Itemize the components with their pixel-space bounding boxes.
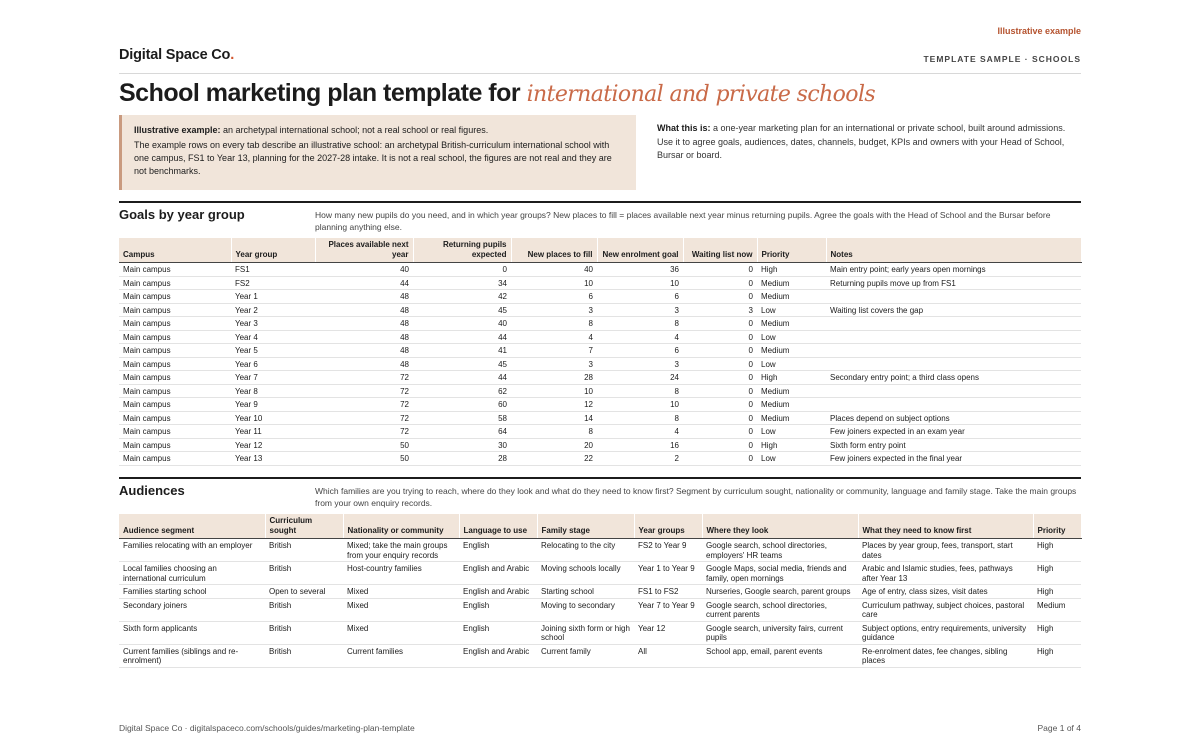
goals-table-row-cell: Main campus [119, 411, 231, 425]
goals-table-row-cell: 16 [597, 438, 683, 452]
goals-table-row-cell [826, 330, 1081, 344]
goals-table-row-cell: 0 [683, 438, 757, 452]
audiences-table-row-cell: Starting school [537, 585, 634, 599]
goals-table-row-cell: Main campus [119, 452, 231, 466]
goals-table-row [119, 411, 1081, 425]
goals-table-row-cell: Year 5 [231, 344, 315, 358]
goals-table-row-cell: 0 [683, 425, 757, 439]
goals-table-row-cell [826, 357, 1081, 371]
goals-table-row-cell: Year 2 [231, 303, 315, 317]
audiences-table-row-cell: Secondary joiners [119, 598, 265, 621]
goals-table-row-cell: 4 [511, 330, 597, 344]
audiences-table-row-cell: Host-country families [343, 562, 459, 585]
goals-table-row-cell: Sixth form entry point [826, 438, 1081, 452]
goals-table-row-cell: 6 [511, 290, 597, 304]
goals-table-row [119, 384, 1081, 398]
callout-body: The example rows on every tab describe an illustrative school: an archetypal British-curriculum international school with one campus, FS1 to Year 13, planning for the 2027-28 intake. It is not a real school, the figures are not real and they are not benchmarks. [134, 140, 612, 176]
audiences-table-row-cell: Mixed; take the main groups from your enquiry records [343, 539, 459, 562]
goals-table-row [119, 303, 1081, 317]
goals-table-row-cell: Year 8 [231, 384, 315, 398]
audiences-table [119, 514, 1082, 668]
goals-table-row-cell: Low [757, 330, 826, 344]
audiences-table-row-cell: High [1033, 644, 1081, 667]
page-number: Page 1 of 4 [1037, 723, 1081, 733]
illustrative-label: Illustrative example [997, 26, 1081, 36]
audiences-table-row-cell: English and Arabic [459, 562, 537, 585]
audiences-table-row-cell: British [265, 562, 343, 585]
goals-table-row-cell: 0 [683, 317, 757, 331]
goals-table-row-cell: 3 [597, 303, 683, 317]
audiences-table-row-cell: British [265, 644, 343, 667]
goals-table-row-cell: 6 [597, 344, 683, 358]
goals-table-row-cell: 40 [315, 263, 413, 277]
goals-table-row-cell: 45 [413, 357, 511, 371]
footer-source: Digital Space Co · digitalspaceco.com/schools/guides/marketing-plan-template [119, 723, 415, 733]
goals-table-row-cell: Medium [757, 317, 826, 331]
goals-col-campus: Campus [119, 238, 231, 263]
goals-table-row-cell: 22 [511, 452, 597, 466]
goals-table-row-cell: 6 [597, 290, 683, 304]
goals-table-row-cell: 10 [597, 398, 683, 412]
goals-table-row-cell: Year 6 [231, 357, 315, 371]
audiences-table-row-cell: English [459, 621, 537, 644]
goals-table-row-cell: 64 [413, 425, 511, 439]
goals-table-row-cell: High [757, 263, 826, 277]
goals-table-row-cell: Main campus [119, 344, 231, 358]
goals-table-row-cell: 72 [315, 425, 413, 439]
aud-col-need-to-know: What they need to know first [858, 514, 1033, 539]
goals-table-row-cell: 0 [413, 263, 511, 277]
intro-text [657, 122, 1081, 163]
goals-table-row-cell: Secondary entry point; a third class opens [826, 371, 1081, 385]
goals-table-row-cell: 0 [683, 357, 757, 371]
goals-table-row-cell: Main campus [119, 276, 231, 290]
audiences-table-row [119, 585, 1081, 599]
audiences-table-row-cell: Current family [537, 644, 634, 667]
goals-table [119, 238, 1082, 466]
goals-table-row-cell: Year 10 [231, 411, 315, 425]
goals-table-row-cell: 28 [413, 452, 511, 466]
audiences-table-row-cell: Families relocating with an employer [119, 539, 265, 562]
aud-col-priority: Priority [1033, 514, 1081, 539]
audiences-table-row-cell: Relocating to the city [537, 539, 634, 562]
audiences-table-row-cell: British [265, 598, 343, 621]
goals-table-row-cell: 0 [683, 371, 757, 385]
goals-table-row-cell: Main campus [119, 330, 231, 344]
goals-table-row-cell: High [757, 371, 826, 385]
audiences-table-row-cell: Joining sixth form or high school [537, 621, 634, 644]
goals-table-row [119, 371, 1081, 385]
goals-table-row [119, 344, 1081, 358]
goals-table-row-cell: Medium [757, 384, 826, 398]
brand-logo[interactable] [119, 47, 234, 63]
goals-table-row-cell: 8 [511, 317, 597, 331]
goals-divider [119, 201, 1081, 203]
audiences-table-row-cell: Age of entry, class sizes, visit dates [858, 585, 1033, 599]
audiences-table-row-cell: FS2 to Year 9 [634, 539, 702, 562]
audiences-table-row-cell: English and Arabic [459, 585, 537, 599]
goals-table-row-cell: 48 [315, 344, 413, 358]
audiences-table-row [119, 562, 1081, 585]
goals-table-row-cell: 0 [683, 330, 757, 344]
audiences-section-title: Audiences [119, 483, 185, 498]
audiences-table-row [119, 644, 1081, 667]
goals-table-row-cell: 72 [315, 371, 413, 385]
goals-col-year-group: Year group [231, 238, 315, 263]
goals-table-row-cell: Main campus [119, 290, 231, 304]
intro-lead: What this is: [657, 123, 711, 133]
goals-table-row-cell: 45 [413, 303, 511, 317]
goals-table-row-cell: 30 [413, 438, 511, 452]
goals-table-row-cell [826, 317, 1081, 331]
goals-table-row-cell: 48 [315, 357, 413, 371]
aud-col-family-stage: Family stage [537, 514, 634, 539]
audiences-table-row-cell: Google search, school directories, employers' HR teams [702, 539, 858, 562]
goals-table-row-cell: Main campus [119, 371, 231, 385]
audiences-section-description: Which families are you trying to reach, where do they look and what do they need to know first? Segment by curriculum sought, nationality or community, language and family stage. Take the main groups from your own enquiry records. [315, 486, 1077, 508]
goals-table-row-cell: High [757, 438, 826, 452]
goals-table-row-cell: Year 9 [231, 398, 315, 412]
audiences-table-row-cell: Subject options, entry requirements, university guidance [858, 621, 1033, 644]
goals-table-row-cell [826, 384, 1081, 398]
goals-table-row-cell: 36 [597, 263, 683, 277]
goals-table-row-cell: Main campus [119, 398, 231, 412]
template-sample-tag: TEMPLATE SAMPLE · SCHOOLS [923, 54, 1081, 64]
goals-table-row-cell: 48 [315, 317, 413, 331]
audiences-table-row-cell: High [1033, 621, 1081, 644]
goals-table-row-cell: Few joiners expected in the final year [826, 452, 1081, 466]
audiences-table-row [119, 621, 1081, 644]
document-page [119, 0, 1081, 750]
goals-table-row-cell: 0 [683, 290, 757, 304]
audiences-table-row-cell: High [1033, 562, 1081, 585]
goals-table-row-cell: 0 [683, 452, 757, 466]
goals-table-row-cell: 42 [413, 290, 511, 304]
goals-table-row-cell: 41 [413, 344, 511, 358]
goals-table-row-cell: Main campus [119, 317, 231, 331]
audiences-table-row-cell: Sixth form applicants [119, 621, 265, 644]
goals-table-row-cell: 3 [511, 303, 597, 317]
goals-table-row-cell: 48 [315, 330, 413, 344]
goals-table-row [119, 438, 1081, 452]
goals-table-row-cell: Medium [757, 290, 826, 304]
goals-table-row-cell: 0 [683, 411, 757, 425]
goals-table-row-cell: Year 13 [231, 452, 315, 466]
goals-table-row-cell: 10 [511, 276, 597, 290]
goals-table-row-cell: FS2 [231, 276, 315, 290]
audiences-table-row [119, 539, 1081, 562]
goals-table-row-cell: 44 [413, 371, 511, 385]
goals-table-row-cell: Main campus [119, 425, 231, 439]
goals-table-row-cell: 40 [511, 263, 597, 277]
audiences-table-row-cell: British [265, 539, 343, 562]
audiences-table-row [119, 598, 1081, 621]
goals-table-row-cell: 10 [511, 384, 597, 398]
goals-table-row-cell: 0 [683, 398, 757, 412]
goals-table-row-cell: 60 [413, 398, 511, 412]
audiences-table-row-cell: Year 7 to Year 9 [634, 598, 702, 621]
callout-lead-rest: an archetypal international school; not a real school or real figures. [220, 125, 489, 135]
audiences-table-row-cell: Re-enrolment dates, fee changes, sibling places [858, 644, 1033, 667]
audiences-table-row-cell: Arabic and Islamic studies, fees, pathways after Year 13 [858, 562, 1033, 585]
goals-header-row [119, 238, 1081, 263]
audiences-table-row-cell: Places by year group, fees, transport, start dates [858, 539, 1033, 562]
goals-table-row-cell: Year 7 [231, 371, 315, 385]
goals-table-row-cell: Low [757, 303, 826, 317]
goals-table-row-cell: 8 [597, 411, 683, 425]
goals-table-row-cell: Returning pupils move up from FS1 [826, 276, 1081, 290]
goals-col-waiting-list: Waiting list now [683, 238, 757, 263]
aud-col-curriculum: Curriculum sought [265, 514, 343, 539]
audiences-divider [119, 477, 1081, 479]
title-main: School marketing plan template for [119, 79, 527, 107]
audiences-table-row-cell: Google search, university fairs, current pupils [702, 621, 858, 644]
audiences-table-row-cell: Google search, school directories, current parents [702, 598, 858, 621]
audiences-table-row-cell: Mixed [343, 621, 459, 644]
aud-col-language: Language to use [459, 514, 537, 539]
goals-col-enrolment-goal: New enrolment goal [597, 238, 683, 263]
page-title [119, 79, 875, 108]
aud-col-segment: Audience segment [119, 514, 265, 539]
goals-table-row-cell: 4 [597, 425, 683, 439]
goals-table-row-cell: 58 [413, 411, 511, 425]
goals-table-row-cell: Year 11 [231, 425, 315, 439]
audiences-table-row-cell: Mixed [343, 585, 459, 599]
audiences-table-row-cell: English [459, 598, 537, 621]
goals-table-row-cell: Year 4 [231, 330, 315, 344]
goals-col-returning-pupils: Returning pupils expected [413, 238, 511, 263]
goals-table-row-cell: Medium [757, 276, 826, 290]
goals-section-title: Goals by year group [119, 207, 245, 222]
audiences-table-row-cell: Google Maps, social media, friends and family, open mornings [702, 562, 858, 585]
audiences-table-row-cell: Moving to secondary [537, 598, 634, 621]
goals-table-row-cell: Main campus [119, 384, 231, 398]
audiences-table-row-cell: Curriculum pathway, subject choices, pastoral care [858, 598, 1033, 621]
goals-section-description: How many new pupils do you need, and in which year groups? New places to fill = places available next year minus returning pupils. Agree the goals with the Head of School and the Bursar before planning anything else. [315, 210, 1051, 232]
goals-table-row-cell: 72 [315, 411, 413, 425]
logo-name: Digital Space Co [119, 47, 231, 63]
goals-table-row [119, 290, 1081, 304]
goals-table-row-cell: 62 [413, 384, 511, 398]
goals-table-row-cell: 48 [315, 303, 413, 317]
audiences-table-row-cell: Current families (siblings and re-enrolment) [119, 644, 265, 667]
goals-table-row-cell: 48 [315, 290, 413, 304]
goals-table-row-cell: 0 [683, 344, 757, 358]
goals-table-row-cell [826, 290, 1081, 304]
aud-col-year-groups: Year groups [634, 514, 702, 539]
callout-lead: Illustrative example: [134, 125, 221, 135]
goals-table-row-cell: 8 [597, 317, 683, 331]
audiences-table-row-cell: All [634, 644, 702, 667]
goals-table-row-cell: 7 [511, 344, 597, 358]
goals-table-row-cell: Low [757, 425, 826, 439]
goals-table-row-cell: 8 [597, 384, 683, 398]
goals-table-row [119, 263, 1081, 277]
intro-body: a one-year marketing plan for an international or private school, built around admissions. Use it to agree goals, audiences, dates, channels, budget, KPIs and owners with your Head of School, Bursar or board. [657, 123, 1066, 160]
goals-col-priority: Priority [757, 238, 826, 263]
goals-table-row-cell: 3 [597, 357, 683, 371]
goals-table-row-cell: 8 [511, 425, 597, 439]
goals-table-row [119, 330, 1081, 344]
audiences-table-row-cell: Families starting school [119, 585, 265, 599]
goals-table-row-cell: 50 [315, 452, 413, 466]
audiences-table-row-cell: Nurseries, Google search, parent groups [702, 585, 858, 599]
goals-table-row-cell: 10 [597, 276, 683, 290]
audiences-table-row-cell: Local families choosing an international curriculum [119, 562, 265, 585]
header-divider [119, 73, 1081, 74]
goals-table-row-cell: Year 1 [231, 290, 315, 304]
goals-table-row-cell: Medium [757, 411, 826, 425]
goals-table-row-cell: Few joiners expected in an exam year [826, 425, 1081, 439]
goals-table-row-cell: Low [757, 357, 826, 371]
goals-table-row [119, 452, 1081, 466]
goals-table-row-cell: 2 [597, 452, 683, 466]
goals-table-row-cell: 12 [511, 398, 597, 412]
goals-table-row-cell [826, 344, 1081, 358]
goals-table-row-cell: Main campus [119, 357, 231, 371]
goals-table-row [119, 398, 1081, 412]
goals-table-row-cell: 3 [683, 303, 757, 317]
goals-table-row-cell: 72 [315, 384, 413, 398]
audiences-table-row-cell: Mixed [343, 598, 459, 621]
goals-table-row-cell: Main entry point; early years open mornings [826, 263, 1081, 277]
goals-table-row [119, 276, 1081, 290]
goals-col-places-available: Places available next year [315, 238, 413, 263]
audiences-table-row-cell: FS1 to FS2 [634, 585, 702, 599]
aud-col-where-they-look: Where they look [702, 514, 858, 539]
goals-table-row [119, 317, 1081, 331]
audiences-table-row-cell: High [1033, 585, 1081, 599]
goals-table-row-cell: 50 [315, 438, 413, 452]
goals-table-row-cell: 0 [683, 276, 757, 290]
goals-table-row-cell: Low [757, 452, 826, 466]
goals-table-row-cell: 28 [511, 371, 597, 385]
audiences-table-row-cell: Medium [1033, 598, 1081, 621]
audiences-table-row-cell: English [459, 539, 537, 562]
audiences-table-row-cell: English and Arabic [459, 644, 537, 667]
goals-table-row-cell: 24 [597, 371, 683, 385]
goals-table-row-cell: 3 [511, 357, 597, 371]
logo-dot: . [230, 47, 235, 63]
goals-table-row-cell: 44 [413, 330, 511, 344]
goals-table-row-cell: Main campus [119, 438, 231, 452]
goals-table-row-cell: 40 [413, 317, 511, 331]
audiences-header-row [119, 514, 1081, 539]
goals-table-row-cell: 0 [683, 263, 757, 277]
audiences-table-row-cell: High [1033, 539, 1081, 562]
goals-table-row-cell: Places depend on subject options [826, 411, 1081, 425]
audiences-table-row-cell: School app, email, parent events [702, 644, 858, 667]
audiences-table-row-cell: Year 12 [634, 621, 702, 644]
goals-table-row-cell: Medium [757, 344, 826, 358]
audiences-table-row-cell: Current families [343, 644, 459, 667]
goals-table-row-cell: 34 [413, 276, 511, 290]
illustrative-callout [119, 115, 636, 190]
audiences-table-row-cell: Year 1 to Year 9 [634, 562, 702, 585]
goals-table-row-cell [826, 398, 1081, 412]
audiences-table-row-cell: Moving schools locally [537, 562, 634, 585]
goals-col-notes: Notes [826, 238, 1081, 263]
goals-table-row-cell: 44 [315, 276, 413, 290]
goals-table-row-cell: Main campus [119, 263, 231, 277]
goals-table-row-cell: 0 [683, 384, 757, 398]
goals-table-row-cell: 20 [511, 438, 597, 452]
goals-table-row-cell: 14 [511, 411, 597, 425]
title-accent: international and private schools [526, 82, 876, 107]
goals-table-row-cell: Main campus [119, 303, 231, 317]
goals-table-row-cell: 4 [597, 330, 683, 344]
goals-table-row-cell: Medium [757, 398, 826, 412]
goals-col-new-places: New places to fill [511, 238, 597, 263]
aud-col-nationality: Nationality or community [343, 514, 459, 539]
goals-table-row [119, 425, 1081, 439]
audiences-table-row-cell: Open to several [265, 585, 343, 599]
goals-table-row [119, 357, 1081, 371]
goals-table-row-cell: Year 3 [231, 317, 315, 331]
goals-table-row-cell: 72 [315, 398, 413, 412]
audiences-table-row-cell: British [265, 621, 343, 644]
goals-table-row-cell: Year 12 [231, 438, 315, 452]
goals-table-row-cell: FS1 [231, 263, 315, 277]
goals-table-row-cell: Waiting list covers the gap [826, 303, 1081, 317]
